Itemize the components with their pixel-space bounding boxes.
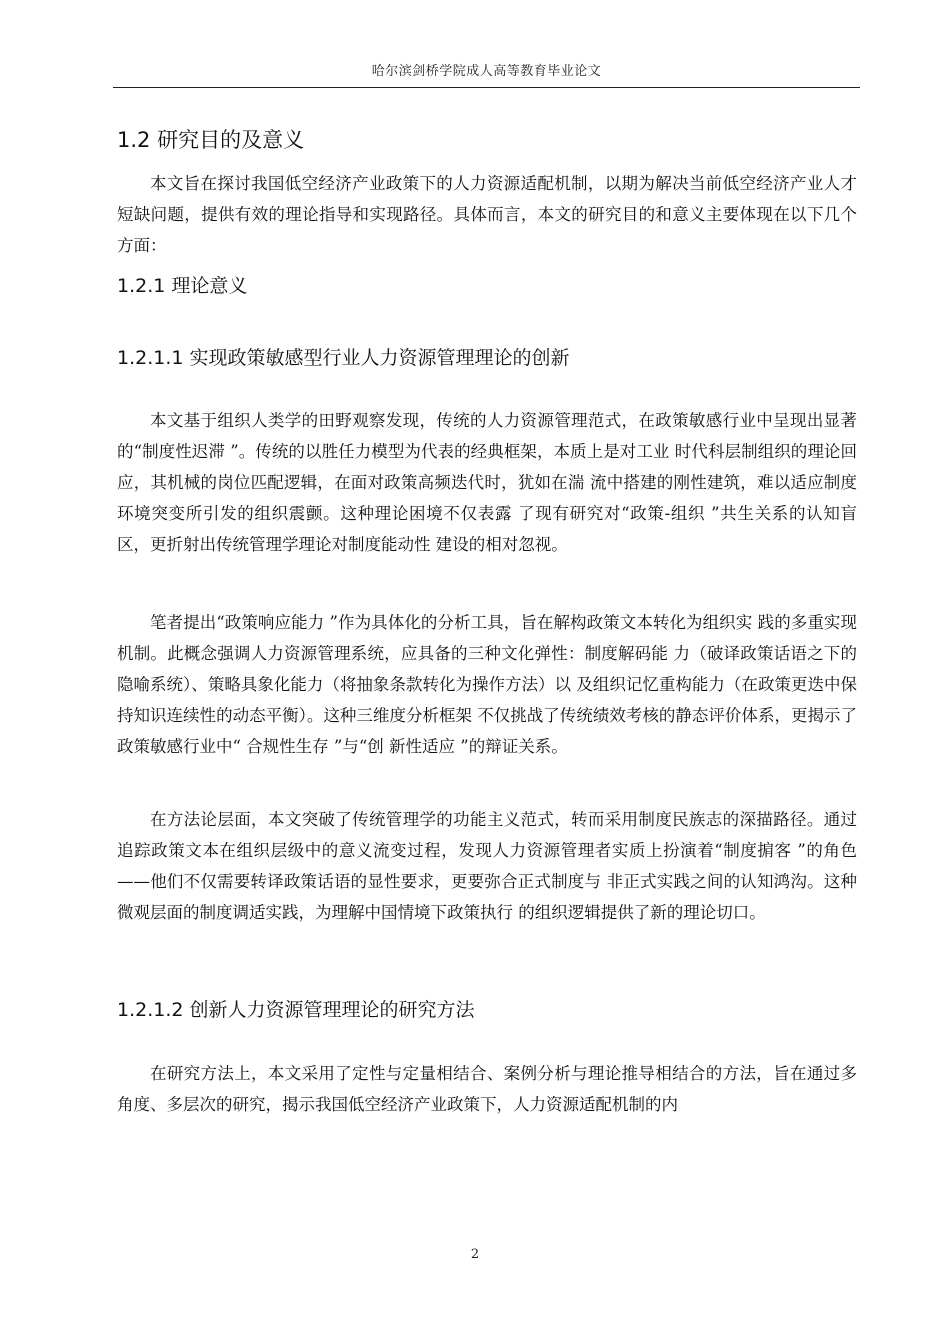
paragraph-2: 笔者提出“政策响应能力 ”作为具体化的分析工具，旨在解构政策文本转化为组织实 践的多重实现机制。此概念强调人力资源管理系统，应具备的三种文化弹性：制度解码能 力（破译政策话语之下的隐喻系统）、策略具象化能力（将抽象条款转化为操作方法）以 及组织记忆重构能力（在政策更迭中保持知识连续性的动态平衡）。这种三维度分析框架 不仅挑战了传统绩效考核的静态评价体系，更揭示了政策敏感行业中“ 合规性生存 ”与“创 新性适应 ”的辩证关系。: [117, 613, 857, 756]
section-heading-1-2-1-2: 1.2.1.2 创新人力资源管理理论的研究方法: [117, 999, 475, 1021]
section-1-2-intro: 本文旨在探讨我国低空经济产业政策下的人力资源适配机制，以期为解决当前低空经济产业人才短缺问题，提供有效的理论指导和实现路径。具体而言，本文的研究目的和意义主要体现在以下几个方面：: [117, 174, 857, 255]
section-heading-1-2-1: 1.2.1 理论意义: [117, 275, 248, 297]
page-number: 2: [470, 1247, 480, 1262]
page-header: 哈尔滨剑桥学院成人高等教育毕业论文: [371, 64, 602, 79]
paragraph-4: 在研究方法上，本文采用了定性与定量相结合、案例分析与理论推导相结合的方法，旨在通过多角度、多层次的研究，揭示我国低空经济产业政策下，人力资源适配机制的内: [117, 1064, 857, 1114]
paragraph-1: 本文基于组织人类学的田野观察发现，传统的人力资源管理范式，在政策敏感行业中呈现出显著的“制度性迟滞 ”。传统的以胜任力模型为代表的经典框架，本质上是对工业 时代科层制组织的理论回应，其机械的岗位匹配逻辑，在面对政策高频迭代时，犹如在湍 流中搭建的刚性建筑，难以适应制度环境突变所引发的组织震颤。这种理论困境不仅表露 了现有研究对“政策-组织 ”共生关系的认知盲区，更折射出传统管理学理论对制度能动性 建设的相对忽视。: [117, 411, 857, 554]
section-heading-1-2: 1.2 研究目的及意义: [117, 128, 305, 152]
paragraph-3: 在方法论层面，本文突破了传统管理学的功能主义范式，转而采用制度民族志的深描路径。通过追踪政策文本在组织层级中的意义流变过程，发现人力资源管理者实质上扮演着“制度掮客 ”的角色——他们不仅需要转译政策话语的显性要求，更要弥合正式制度与 非正式实践之间的认知鸿沟。这种微观层面的制度调适实践，为理解中国情境下政策执行 的组织逻辑提供了新的理论切口。: [117, 810, 857, 922]
header-rule: [113, 87, 860, 88]
section-heading-1-2-1-1: 1.2.1.1 实现政策敏感型行业人力资源管理理论的创新: [117, 347, 570, 369]
